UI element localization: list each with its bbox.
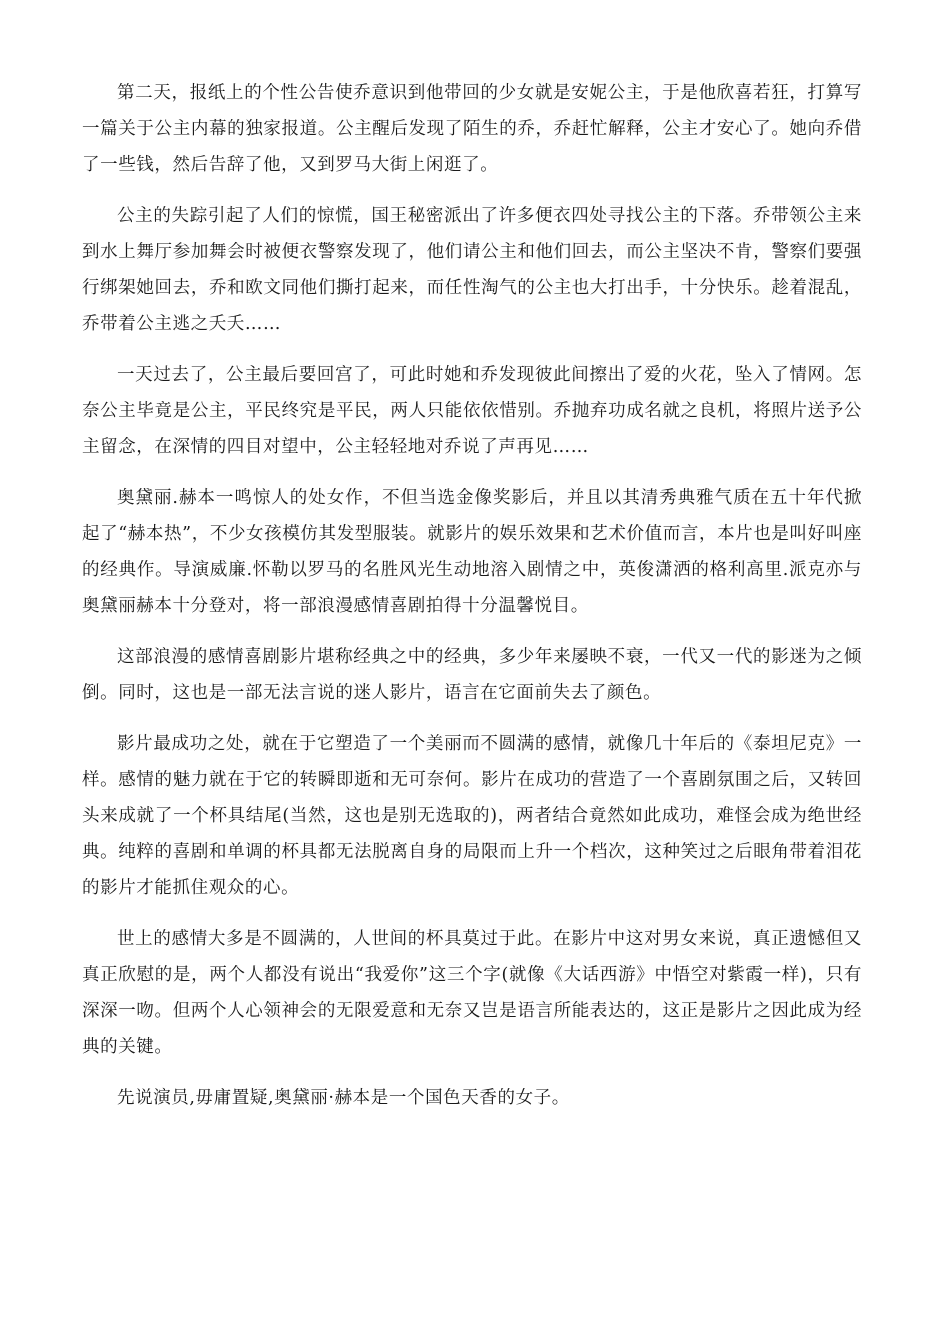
paragraph-3: 一天过去了，公主最后要回宫了，可此时她和乔发现彼此间擦出了爱的火花，坠入了情网。怎奈公主毕竟是公主，平民终究是平民，两人只能依依惜别。乔抛弃功成名就之良机，将照片送予公主留念，在深情的四目对望中，公主轻轻地对乔说了声再见…… <box>82 365 862 457</box>
paragraph-8: 先说演员,毋庸置疑,奥黛丽·赫本是一个国色天香的女子。 <box>117 1088 570 1108</box>
paragraph-5: 这部浪漫的感情喜剧影片堪称经典之中的经典，多少年来屡映不衰，一代又一代的影迷为之倾倒。同时，这也是一部无法言说的迷人影片，语言在它面前失去了颜色。 <box>82 647 862 703</box>
paragraph-2: 公主的失踪引起了人们的惊慌，国王秘密派出了许多便衣四处寻找公主的下落。乔带领公主来到水上舞厅参加舞会时被便衣警察发现了，他们请公主和他们回去，而公主坚决不肯，警察们要强行绑架她回去，乔和欧文同他们撕打起来，而任性淘气的公主也大打出手，十分快乐。趁着混乱，乔带着公主逃之夭夭…… <box>82 206 862 334</box>
paragraph-6: 影片最成功之处，就在于它塑造了一个美丽而不圆满的感情，就像几十年后的《泰坦尼克》一样。感情的魅力就在于它的转瞬即逝和无可奈何。影片在成功的营造了一个喜剧氛围之后，又转回头来成就了一个杯具结尾(当然，这也是别无选取的)，两者结合竟然如此成功，难怪会成为绝世经典。纯粹的喜剧和单调的杯具都无法脱离自身的局限而上升一个档次，这种笑过之后眼角带着泪花的影片才能抓住观众的心。 <box>82 734 862 898</box>
document-body <box>82 75 862 1131</box>
paragraph-4: 奥黛丽.赫本一鸣惊人的处女作，不但当选金像奖影后，并且以其清秀典雅气质在五十年代掀起了“赫本热”，不少女孩模仿其发型服装。就影片的娱乐效果和艺术价值而言，本片也是叫好叫座的经典作。导演威廉.怀勒以罗马的名胜风光生动地溶入剧情之中，英俊潇洒的格利高里.派克亦与奥黛丽赫本十分登对，将一部浪漫感情喜剧拍得十分温馨悦目。 <box>82 488 862 616</box>
paragraph-1: 第二天，报纸上的个性公告使乔意识到他带回的少女就是安妮公主，于是他欣喜若狂，打算写一篇关于公主内幕的独家报道。公主醒后发现了陌生的乔，乔赶忙解释，公主才安心了。她向乔借了一些钱，然后告辞了他，又到罗马大街上闲逛了。 <box>82 83 862 175</box>
paragraph-7: 世上的感情大多是不圆满的，人世间的杯具莫过于此。在影片中这对男女来说，真正遗憾但又真正欣慰的是，两个人都没有说出“我爱你”这三个字(就像《大话西游》中悟空对紫霞一样)，只有深深一吻。但两个人心领神会的无限爱意和无奈又岂是语言所能表达的，这正是影片之因此成为经典的关键。 <box>82 929 862 1057</box>
